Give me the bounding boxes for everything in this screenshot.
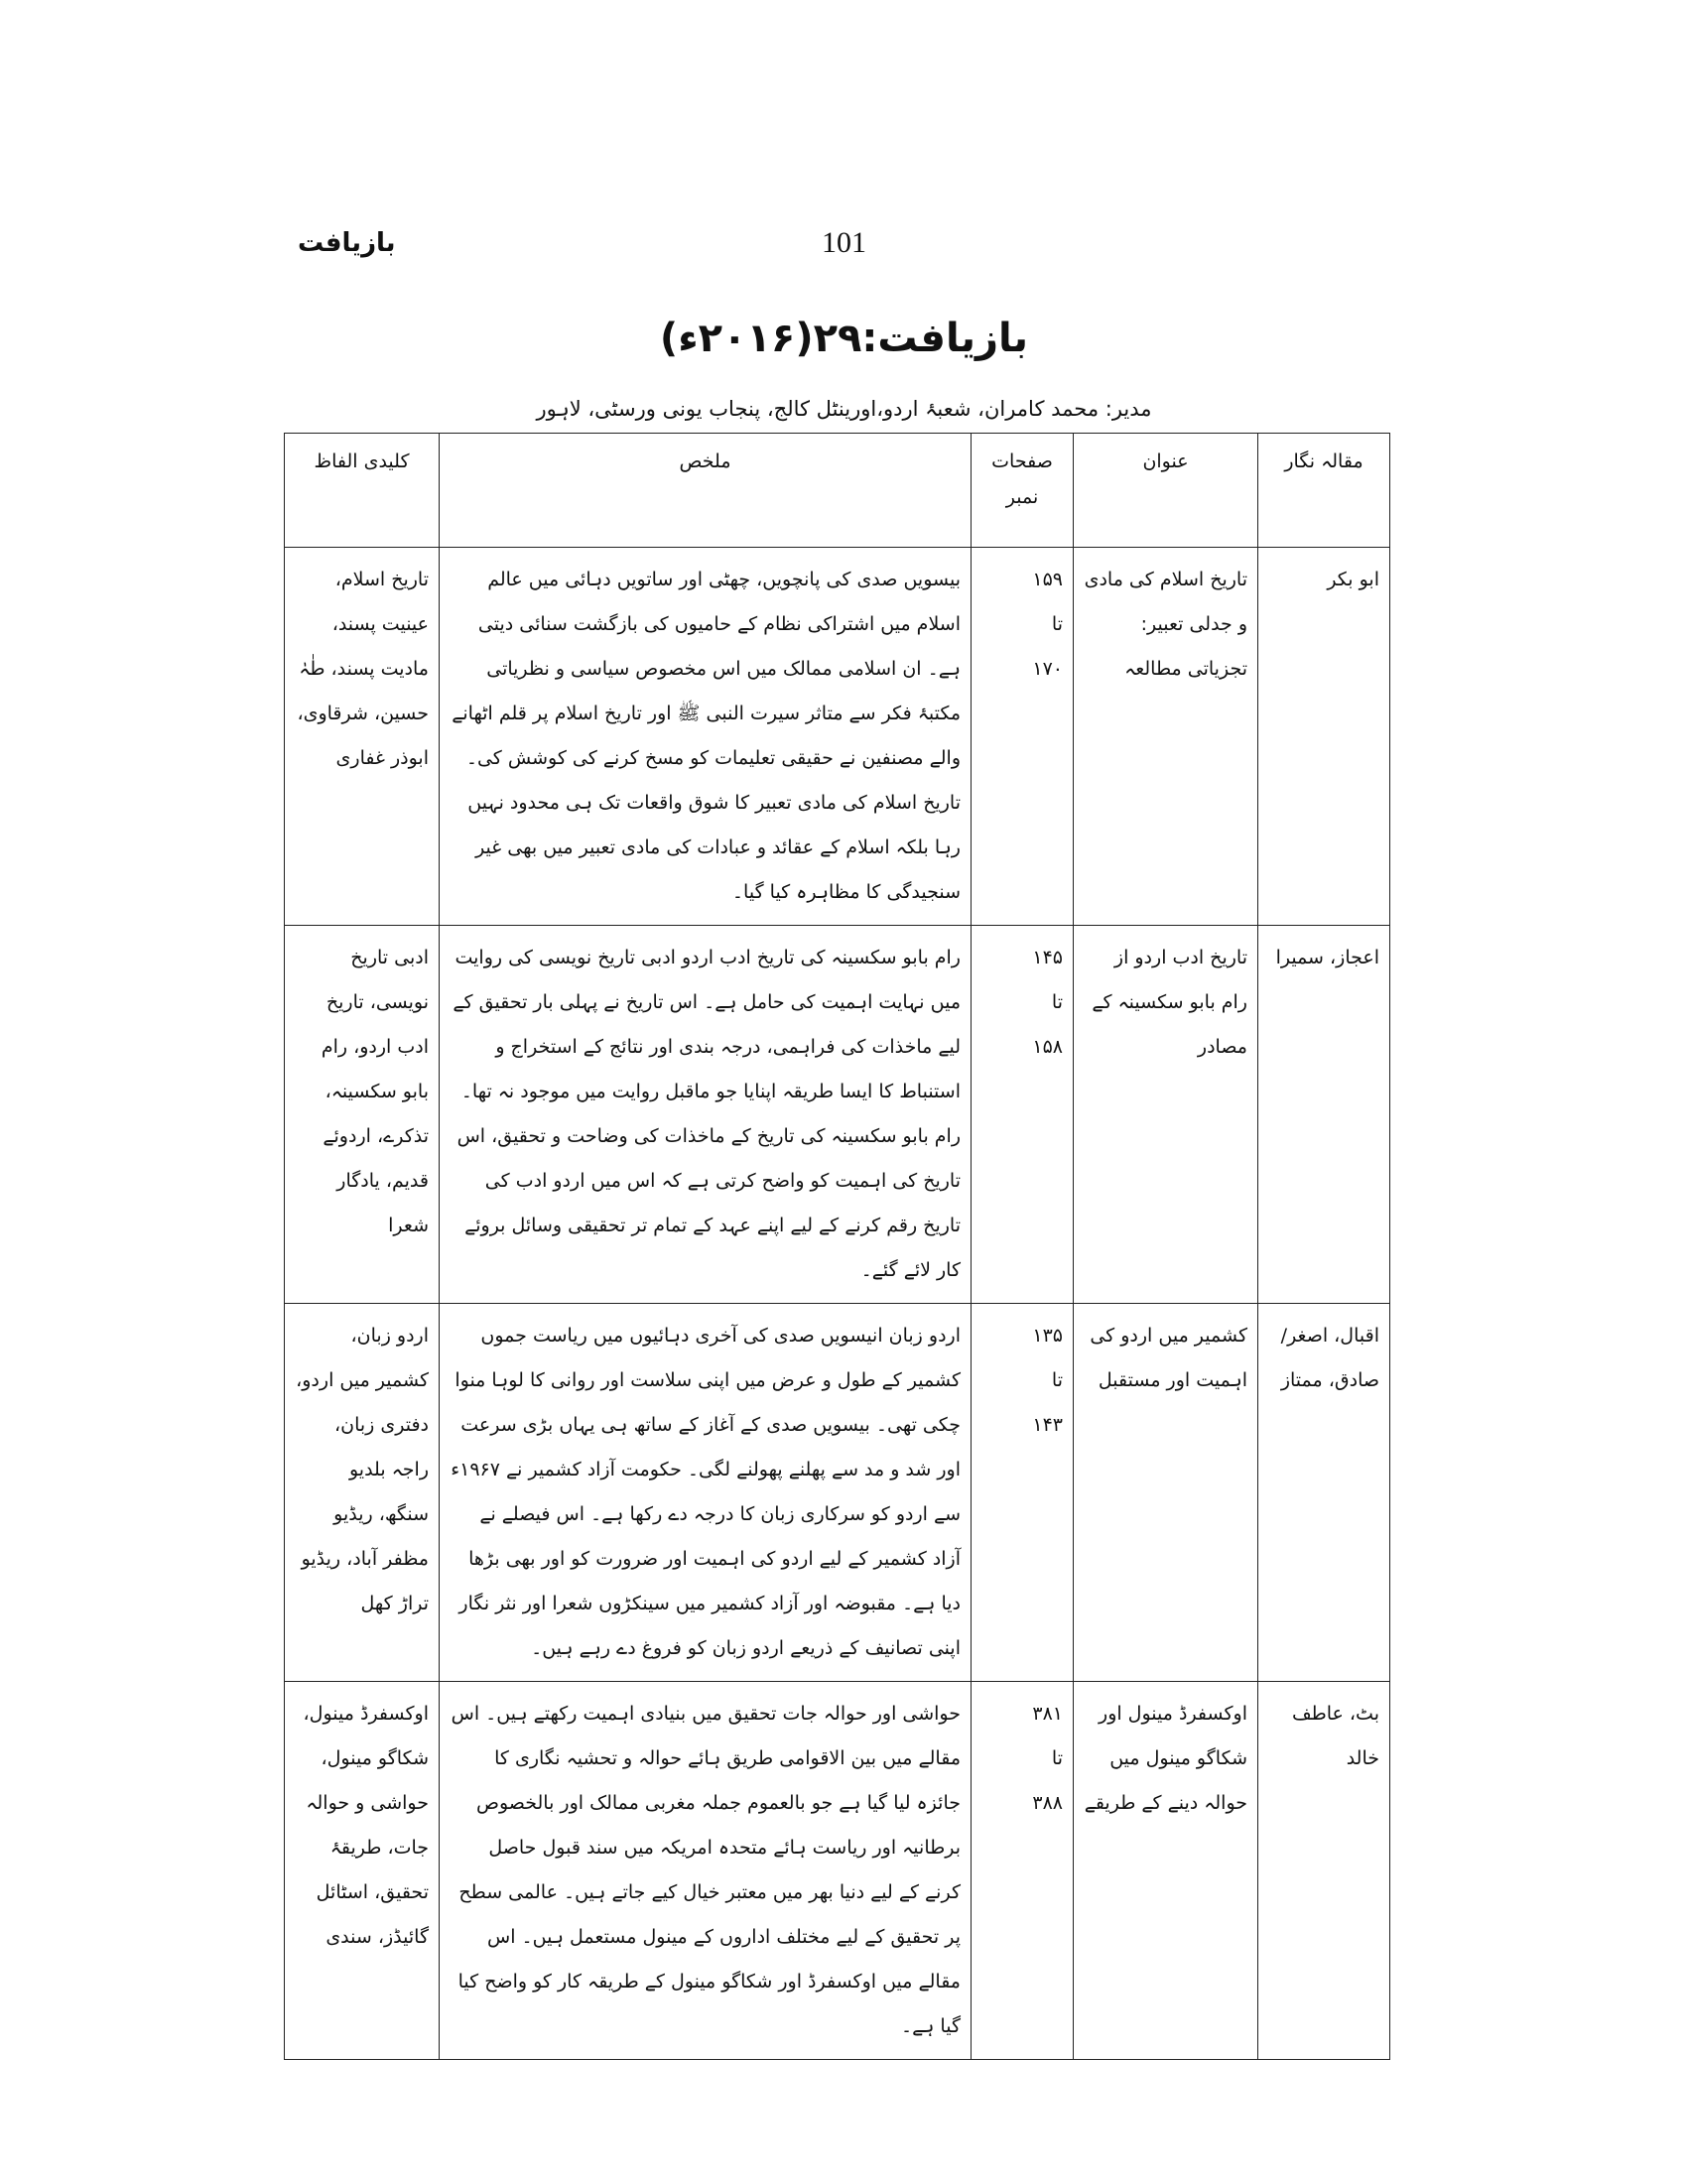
- table-row: [285, 1304, 1390, 1682]
- header-pages: صفحات نمبر: [972, 434, 1074, 548]
- abstract-cell: اردو زبان انیسویں صدی کی آخری دہائیوں میں ریاست جموں کشمیر کے طول و عرض میں اپنی سلاست اور روانی کا لوہا منوا چکی تھی۔ بیسویں صدی کے آغاز کے ساتھ ہی یہاں بڑی سرعت اور شد و مد سے پھلنے پھولنے لگی۔ حکومت آزاد کشمیر نے ۱۹۶۷ء سے اردو کو سرکاری زبان کا درجہ دے رکھا ہے۔ اس فیصلے نے آزاد کشمیر کے لیے اردو کی اہمیت اور ضرورت کو اور بھی بڑھا دیا ہے۔ مقبوضہ اور آزاد کشمیر میں سینکڑوں شعرا اور نثر نگار اپنی تصانیف کے ذریعے اردو زبان کو فروغ دے رہے ہیں۔: [440, 1304, 972, 1682]
- issue-title: بازیافت:۲۹(۲۰۱۶ء): [659, 316, 1029, 361]
- running-header-journal-name: بازیافت: [298, 228, 396, 258]
- articles-table: [284, 433, 1390, 2060]
- author-cell: اقبال، اصغر/ صادق، ممتاز: [1258, 1304, 1390, 1682]
- pages-cell: [972, 548, 1074, 926]
- table-row: [285, 1682, 1390, 2060]
- title-cell: تاریخ اسلام کی مادی و جدلی تعبیر: تجزیاتی مطالعہ: [1074, 548, 1258, 926]
- page-separator: تا: [1051, 613, 1063, 635]
- page-end: ۱۷۰: [1032, 658, 1063, 680]
- pages-cell: [972, 1304, 1074, 1682]
- header-keywords: کلیدی الفاظ: [285, 434, 440, 548]
- keywords-cell: اوکسفرڈ مینول، شکاگو مینول، حواشی و حوالہ جات، طریقۂ تحقیق، اسٹائل گائیڈز، سندی: [285, 1682, 440, 2060]
- page-start: ۳۸۱: [1032, 1703, 1063, 1725]
- page-start: ۱۴۵: [1032, 947, 1063, 968]
- header-title: عنوان: [1074, 434, 1258, 548]
- page-number: 101: [822, 226, 866, 259]
- title-cell: اوکسفرڈ مینول اور شکاگو مینول میں حوالہ دینے کے طریقے: [1074, 1682, 1258, 2060]
- table-header-row: [285, 434, 1390, 548]
- page-end: ۱۵۸: [1032, 1036, 1063, 1058]
- header-author: مقالہ نگار: [1258, 434, 1390, 548]
- abstract-cell: حواشی اور حوالہ جات تحقیق میں بنیادی اہمیت رکھتے ہیں۔ اس مقالے میں بین الاقوامی طریق ہائے حوالہ و تحشیہ نگاری کا جائزہ لیا گیا ہے جو بالعموم جملہ مغربی ممالک اور بالخصوص برطانیہ اور ریاست ہائے متحدہ امریکہ میں سند قبول حاصل کرنے کے لیے دنیا بھر میں معتبر خیال کیے جاتے ہیں۔ عالمی سطح پر تحقیق کے لیے مختلف اداروں کے مینول مستعمل ہیں۔ اس مقالے میں اوکسفرڈ اور شکاگو مینول کے طریقہ کار کو واضح کیا گیا ہے۔: [440, 1682, 972, 2060]
- page-separator: تا: [1051, 991, 1063, 1013]
- author-cell: اعجاز، سمیرا: [1258, 926, 1390, 1304]
- page-separator: تا: [1051, 1747, 1063, 1769]
- header-abstract: ملخص: [440, 434, 972, 548]
- pages-cell: [972, 1682, 1074, 2060]
- keywords-cell: ادبی تاریخ نویسی، تاریخ ادب اردو، رام بابو سکسینہ، تذکرے، اردوئے قدیم، یادگار شعرا: [285, 926, 440, 1304]
- title-cell: تاریخ ادب اردو از رام بابو سکسینہ کے مصادر: [1074, 926, 1258, 1304]
- author-cell: ابو بکر: [1258, 548, 1390, 926]
- abstract-cell: رام بابو سکسینہ کی تاریخ ادب اردو ادبی تاریخ نویسی کی روایت میں نہایت اہمیت کی حامل ہے۔ اس تاریخ نے پہلی بار تحقیق کے لیے ماخذات کی فراہمی، درجہ بندی اور نتائج کے استخراج و استنباط کا ایسا طریقہ اپنایا جو ماقبل روایت میں موجود نہ تھا۔ رام بابو سکسینہ کی تاریخ کے ماخذات کی وضاحت و تحقیق، اس تاریخ کی اہمیت کو واضح کرتی ہے کہ اس میں اردو ادب کی تاریخ رقم کرنے کے لیے اپنے عہد کے تمام تر تحقیقی وسائل بروئے کار لائے گئے۔: [440, 926, 972, 1304]
- title-cell: کشمیر میں اردو کی اہمیت اور مستقبل: [1074, 1304, 1258, 1682]
- keywords-cell: تاریخ اسلام، عینیت پسند، مادیت پسند، طٰہٰ حسین، شرقاوی، ابوذر غفاری: [285, 548, 440, 926]
- page-end: ۳۸۸: [1032, 1792, 1063, 1814]
- abstract-cell: بیسویں صدی کی پانچویں، چھٹی اور ساتویں دہائی میں عالم اسلام میں اشتراکی نظام کے حامیوں کی بازگشت سنائی دیتی ہے۔ ان اسلامی ممالک میں اس مخصوص سیاسی و نظریاتی مکتبۂ فکر سے متاثر سیرت النبی ﷺ اور تاریخ اسلام پر قلم اٹھانے والے مصنفین نے حقیقی تعلیمات کو مسخ کرنے کی کوشش کی۔ تاریخ اسلام کی مادی تعبیر کا شوق واقعات تک ہی محدود نہیں رہا بلکہ اسلام کے عقائد و عبادات کی مادی تعبیر میں بھی غیر سنجیدگی کا مظاہرہ کیا گیا۔: [440, 548, 972, 926]
- pages-cell: [972, 926, 1074, 1304]
- page-end: ۱۴۳: [1032, 1414, 1063, 1436]
- author-cell: بٹ، عاطف خالد: [1258, 1682, 1390, 2060]
- page-start: ۱۳۵: [1032, 1325, 1063, 1347]
- table-row: [285, 926, 1390, 1304]
- page-separator: تا: [1051, 1369, 1063, 1391]
- keywords-cell: اردو زبان، کشمیر میں اردو، دفتری زبان، راجہ بلدیو سنگھ، ریڈیو مظفر آباد، ریڈیو تراڑ کھل: [285, 1304, 440, 1682]
- page-start: ۱۵۹: [1032, 569, 1063, 590]
- table-row: [285, 548, 1390, 926]
- editor-line: مدیر: محمد کامران، شعبۂ اردو،اورینٹل کالج، پنجاب یونی ورسٹی، لاہور: [536, 397, 1152, 421]
